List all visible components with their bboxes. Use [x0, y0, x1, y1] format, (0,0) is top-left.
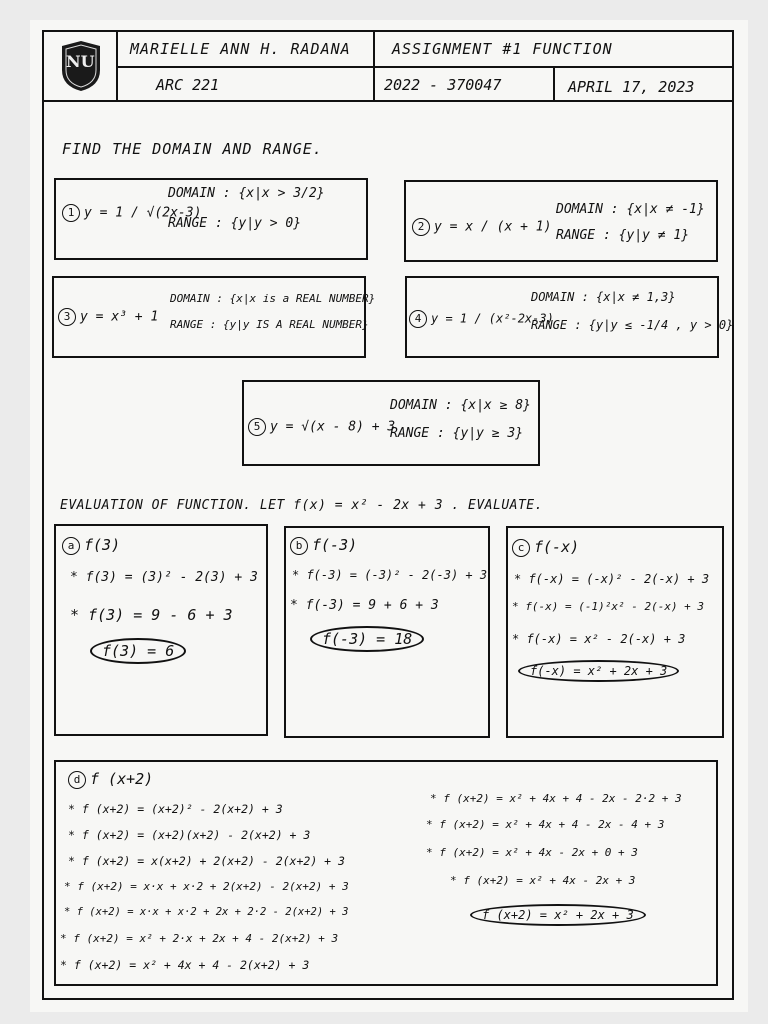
section-title-evaluation: EVALUATION OF FUNCTION. LET f(x) = x² - 2x + 3 . EVALUATE.	[60, 498, 543, 513]
work-line: * f(3) = 9 - 6 + 3	[70, 606, 233, 624]
work-line: * f(3) = (3)² - 2(3) + 3	[70, 570, 258, 585]
problem-box-5	[242, 380, 540, 466]
problem-number: 3	[58, 308, 76, 326]
evaluation-heading: f(-x)	[534, 538, 580, 556]
evaluation-box-d	[54, 760, 718, 986]
work-line: * f (x+2) = (x+2)² - 2(x+2) + 3	[68, 802, 283, 816]
header-col-divider	[373, 30, 375, 102]
logo-text: NU	[66, 52, 95, 71]
problem-number: 2	[412, 218, 430, 236]
part-label: a	[62, 537, 80, 555]
problem-number: 4	[409, 310, 427, 328]
function-expression: y = x³ + 1	[80, 309, 159, 325]
evaluation-box-a	[54, 524, 268, 736]
problem-box-3	[52, 276, 376, 358]
domain-answer: DOMAIN : {x|x ≥ 8}	[390, 398, 531, 413]
range-answer: RANGE : {y|y ≤ -1/4 , y > 0}	[531, 318, 734, 332]
final-answer: f(3) = 6	[90, 638, 186, 664]
work-line: * f (x+2) = x·x + x·2 + 2x + 2·2 - 2(x+2) + 3	[64, 906, 349, 918]
domain-answer: DOMAIN : {x|x ≠ 1,3}	[531, 290, 676, 304]
range-answer: RANGE : {y|y ≥ 3}	[390, 426, 524, 441]
part-label: c	[512, 539, 530, 557]
evaluation-box-c	[506, 526, 724, 738]
domain-answer: DOMAIN : {x|x is a REAL NUMBER}	[170, 292, 376, 305]
header-divider	[42, 100, 734, 102]
work-line: * f(-x) = (-1)²x² - 2(-x) + 3	[512, 600, 705, 613]
range-answer: RANGE : {y|y > 0}	[168, 216, 302, 231]
part-label: b	[290, 537, 308, 555]
header-col-divider	[116, 30, 118, 102]
part-label: d	[68, 771, 86, 789]
range-answer: RANGE : {y|y IS A REAL NUMBER}	[170, 318, 369, 331]
work-line: * f (x+2) = x² + 4x + 4 - 2x - 4 + 3	[426, 818, 665, 831]
work-line: * f (x+2) = x² + 4x + 4 - 2x - 2·2 + 3	[430, 792, 682, 805]
work-line: * f (x+2) = x² + 2·x + 2x + 4 - 2(x+2) + 3	[60, 932, 339, 945]
evaluation-box-b	[284, 526, 490, 738]
section-title-domain-range: FIND THE DOMAIN AND RANGE.	[62, 140, 323, 158]
assignment-title: ASSIGNMENT #1 FUNCTION	[392, 40, 613, 58]
submission-date: APRIL 17, 2023	[568, 78, 695, 96]
problem-number: 1	[62, 204, 80, 222]
work-line: * f (x+2) = (x+2)(x+2) - 2(x+2) + 3	[68, 828, 311, 842]
evaluation-heading: f(-3)	[312, 536, 358, 554]
work-line: * f (x+2) = x² + 4x - 2x + 0 + 3	[426, 846, 638, 859]
header-mid-divider	[116, 66, 734, 68]
work-line: * f (x+2) = x(x+2) + 2(x+2) - 2(x+2) + 3	[68, 854, 345, 868]
work-line: * f (x+2) = x² + 4x - 2x + 3	[450, 874, 636, 887]
header-col-divider	[553, 66, 555, 102]
domain-answer: DOMAIN : {x|x > 3/2}	[168, 186, 325, 201]
problem-box-2	[404, 180, 718, 262]
problem-number: 5	[248, 418, 266, 436]
problem-box-1	[54, 178, 368, 260]
function-expression: y = 1 / (x²-2x-3)	[431, 311, 554, 326]
work-line: * f (x+2) = x² + 4x + 4 - 2(x+2) + 3	[60, 958, 310, 972]
function-expression: y = 1 / √(2x-3)	[84, 205, 202, 221]
work-line: * f(-x) = (-x)² - 2(-x) + 3	[514, 572, 710, 586]
range-answer: RANGE : {y|y ≠ 1}	[556, 228, 690, 243]
course-code: ARC 221	[156, 76, 220, 94]
work-line: * f (x+2) = x·x + x·2 + 2(x+2) - 2(x+2) + 3	[64, 880, 349, 893]
function-expression: y = x / (x + 1)	[434, 219, 552, 235]
work-line: * f(-3) = (-3)² - 2(-3) + 3	[292, 568, 488, 582]
domain-answer: DOMAIN : {x|x ≠ -1}	[556, 202, 705, 217]
function-expression: y = √(x - 8) + 3	[270, 419, 396, 435]
student-name: MARIELLE ANN H. RADANA	[130, 40, 351, 58]
final-answer: f(-3) = 18	[310, 626, 424, 652]
work-line: * f(-x) = x² - 2(-x) + 3	[512, 632, 686, 646]
evaluation-heading: f (x+2)	[90, 770, 154, 788]
student-id: 2022 - 370047	[384, 76, 502, 94]
evaluation-heading: f(3)	[84, 536, 121, 554]
final-answer: f (x+2) = x² + 2x + 3	[470, 904, 646, 926]
problem-box-4	[405, 276, 734, 358]
final-answer: f(-x) = x² + 2x + 3	[518, 660, 679, 682]
work-line: * f(-3) = 9 + 6 + 3	[290, 598, 439, 613]
